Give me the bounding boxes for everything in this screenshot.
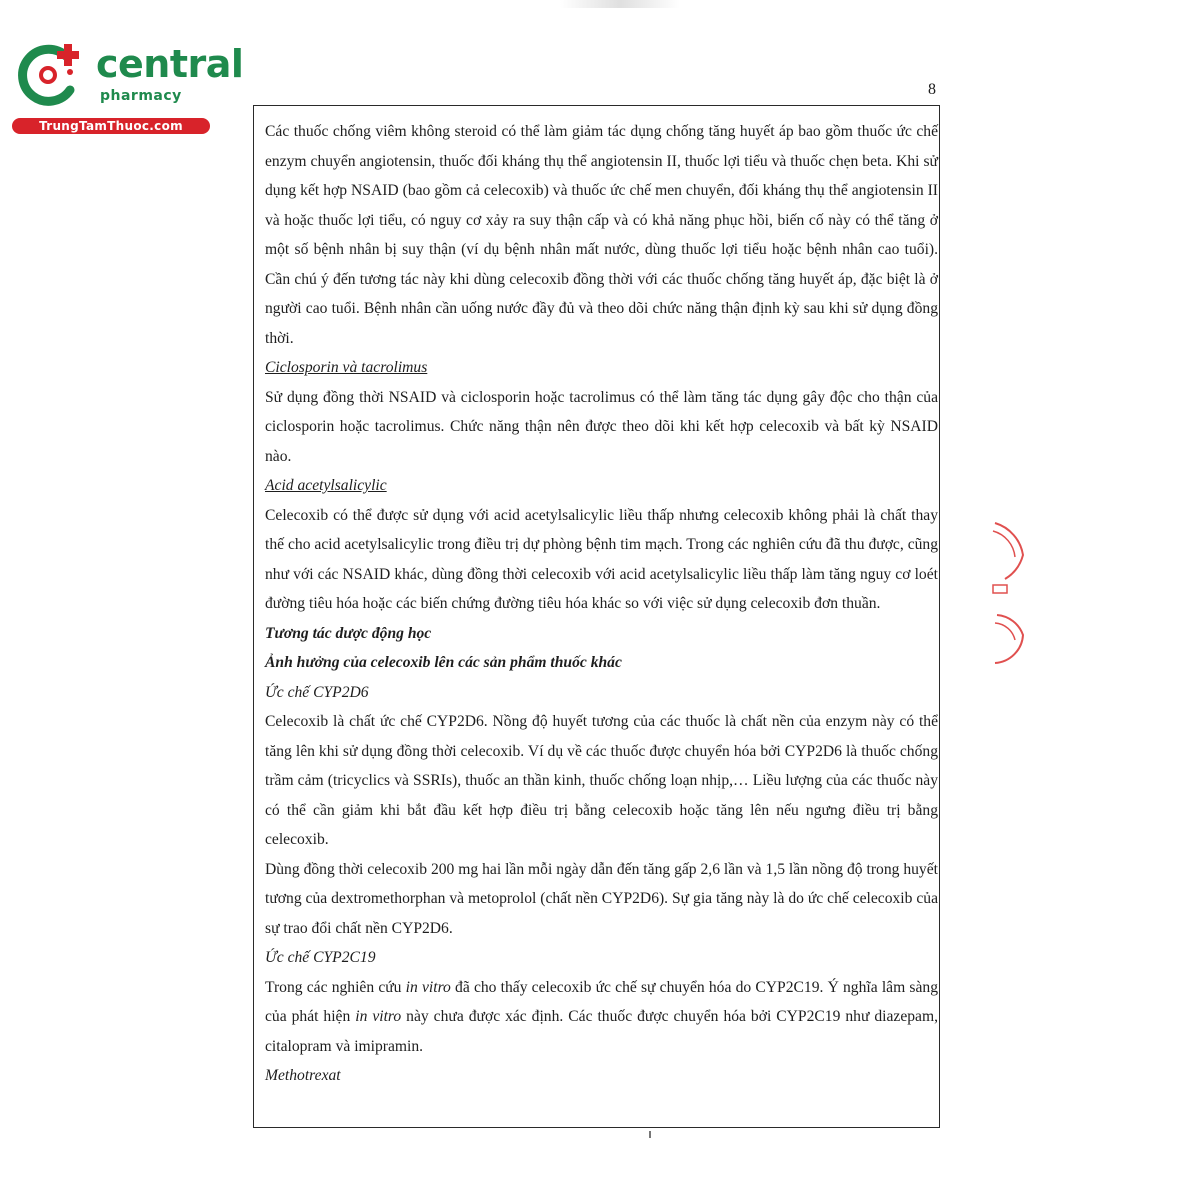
- scan-mark: [649, 1131, 651, 1138]
- paragraph-acetylsalicylic: Celecoxib có thể được sử dụng với acid acetylsalicylic liều thấp nhưng celecoxib không phải là chất thay thế cho acid acetylsalicylic trong điều trị dự phòng bệnh tim mạch. Trong các nghiên cứu đã thu được, cũng như với các NSAID khác, dùng đồng thời celecoxib với acid acetylsalicylic liều thấp làm tăng nguy cơ loét đường tiêu hóa hoặc các biến chứng đường tiêu hóa khác so với việc sử dụng celecoxib đơn thuần.: [265, 506, 938, 612]
- heading-ciclosporin: Ciclosporin và tacrolimus: [265, 359, 428, 376]
- paragraph-cyp2d6-1: Celecoxib là chất ức chế CYP2D6. Nồng độ huyết tương của các thuốc là chất nền của enzym này có thể tăng lên khi sử dụng đồng thời celecoxib. Ví dụ về các thuốc được chuyển hóa bởi CYP2D6 là thuốc chống trầm cảm (tricyclics và SSRIs), thuốc an thần kinh, thuốc chống loạn nhịp,… Liều lượng của các thuốc này có thể cần giảm khi bắt đầu kết hợp điều trị bằng celecoxib hoặc tăng lên nếu ngưng điều trị bằng celecoxib.: [265, 713, 938, 848]
- italic-in-vitro: in vitro: [405, 978, 451, 996]
- partial-red-stamp: [985, 515, 1030, 665]
- paragraph-cyp2d6-2: Dùng đồng thời celecoxib 200 mg hai lần mỗi ngày dẫn đến tăng gấp 2,6 lần và 1,5 lần nồng độ trong huyết tương của dextromethorphan và metoprolol (chất nền CYP2D6). Sự gia tăng này là do ức chế celecoxib của sự trao đổi chất nền CYP2D6.: [265, 860, 938, 937]
- text-fragment: Trong các nghiên cứu: [265, 978, 406, 996]
- logo-brand-text: central: [96, 42, 244, 86]
- scan-smudge: [560, 0, 680, 8]
- logo-subtitle: pharmacy: [100, 88, 182, 104]
- heading-acetylsalicylic: Acid acetylsalicylic: [265, 477, 387, 494]
- text-fragment: đã cho thấy celecoxib ức chế sự chuyển hóa do CYP2C19. Ý nghĩa lâm sàng của phát hiện: [265, 978, 938, 1025]
- heading-pharmacokinetic: Tương tác dược động học: [265, 624, 432, 642]
- central-pharmacy-logo-icon: [10, 38, 90, 108]
- heading-effect-on-other-drugs: Ảnh hưởng của celecoxib lên các sản phẩm thuốc khác: [265, 654, 622, 671]
- heading-cyp2c19: Ức chế CYP2C19: [265, 949, 376, 966]
- heading-methotrexat: Methotrexat: [265, 1067, 341, 1084]
- page-number: 8: [928, 81, 936, 98]
- document-body: [265, 117, 938, 1091]
- heading-cyp2d6: Ức chế CYP2D6: [265, 683, 369, 701]
- brand-logo[interactable]: [10, 38, 244, 138]
- italic-in-vitro: in vitro: [355, 1008, 402, 1025]
- logo-url-badge[interactable]: TrungTamThuoc.com: [12, 118, 210, 134]
- paragraph-cyp2c19: [265, 973, 938, 1062]
- paragraph-antihypertensive: Các thuốc chống viêm không steroid có thể làm giảm tác dụng chống tăng huyết áp bao gồm thuốc ức chế enzym chuyển angiotensin, thuốc đối kháng thụ thể angiotensin II, thuốc lợi tiểu và thuốc chẹn beta. Khi sử dụng kết hợp NSAID (bao gồm cả celecoxib) và thuốc ức chế men chuyển, đối kháng thụ thể angiotensin II và hoặc thuốc lợi tiểu, có nguy cơ xảy ra suy thận cấp và có khả năng phục hồi, biến cố này có thể tăng ở một số bệnh nhân bị suy thận (ví dụ bệnh nhân mất nước, dùng thuốc lợi tiểu hoặc bệnh nhân cao tuổi). Cần chú ý đến tương tác này khi dùng celecoxib đồng thời với các thuốc chống tăng huyết áp, đặc biệt là ở người cao tuổi. Bệnh nhân cần uống nước đầy đủ và theo dõi chức năng thận định kỳ sau khi sử dụng đồng thời.: [265, 123, 938, 347]
- paragraph-ciclosporin: Sử dụng đồng thời NSAID và ciclosporin hoặc tacrolimus có thể làm tăng tác dụng gây độc cho thận của ciclosporin hoặc tacrolimus. Chức năng thận nên được theo dõi khi kết hợp celecoxib và bất kỳ NSAID nào.: [265, 388, 938, 465]
- text-fragment: này chưa được xác định. Các thuốc được chuyển hóa bởi CYP2C19 như diazepam, citalopram và imipramin.: [265, 1008, 938, 1055]
